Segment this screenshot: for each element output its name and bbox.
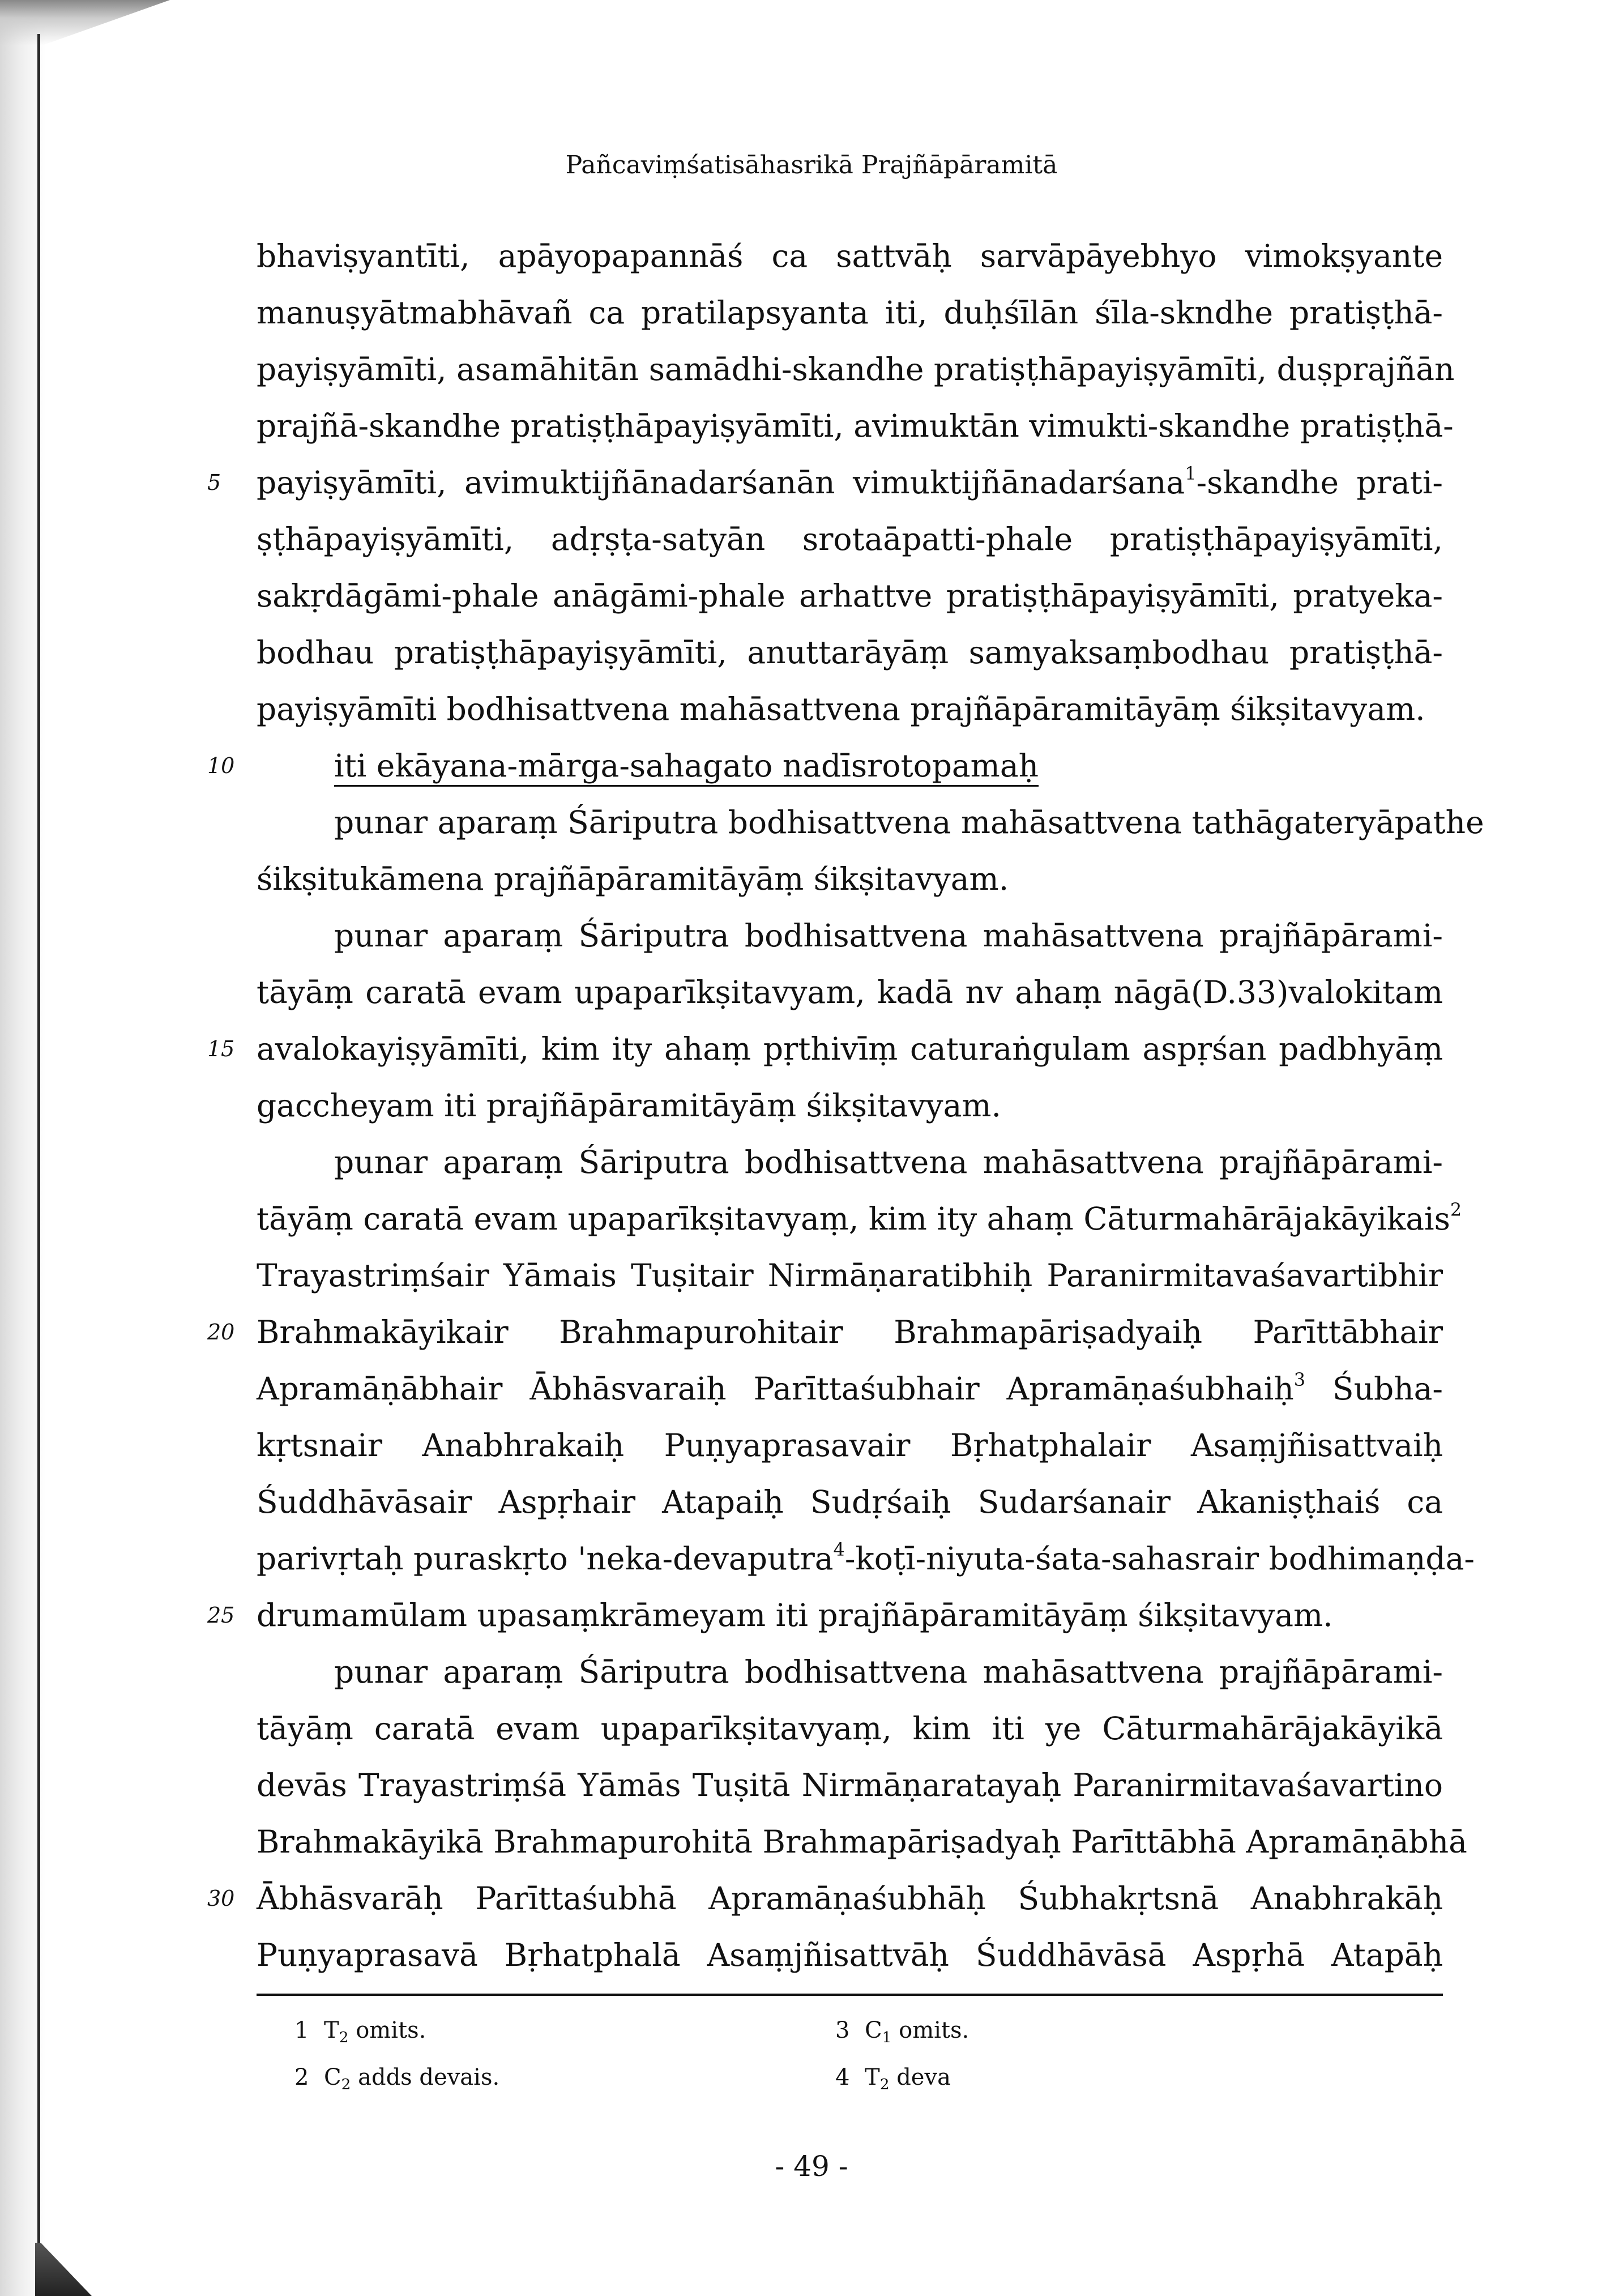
text-line-25: drumamūlam upasaṃkrāmeyam iti prajñāpāramitāyāṃ śikṣitavyam. bbox=[257, 1597, 1333, 1633]
footnote-4-number: 4 bbox=[835, 2064, 850, 2090]
text-line-13: punar aparaṃ Śāriputra bodhisattvena mahāsattvena prajñāpārami- bbox=[334, 917, 1443, 954]
text-line-12: śikṣitukāmena prajñāpāramitāyāṃ śikṣitavyam. bbox=[257, 861, 1009, 897]
footnote-1 bbox=[294, 2013, 426, 2047]
footnote-3-number: 3 bbox=[835, 2017, 850, 2043]
section-heading-text: iti ekāyana-mārga-sahagato nadīsrotopamaḥ bbox=[334, 748, 1039, 787]
text-line-26: punar aparaṃ Śāriputra bodhisattvena mahāsattvena prajñāpārami- bbox=[334, 1654, 1443, 1690]
text-line-23: Śuddhāvāsair Aspṛhair Atapaiḥ Sudṛśaiḥ Sudarśanair Akaniṣṭhaiś ca bbox=[257, 1484, 1443, 1520]
section-heading bbox=[334, 737, 1039, 794]
text-line-28: devās Trayastriṃśā Yāmās Tuṣitā Nirmāṇaratayaḥ Paranirmitavaśavartino bbox=[257, 1767, 1443, 1803]
text-line-4: prajñā-skandhe pratiṣṭhāpayiṣyāmīti, avimuktān vimukti-skandhe pratiṣṭhā- bbox=[257, 408, 1454, 444]
footnote-2-text: adds devais. bbox=[351, 2064, 500, 2090]
text-line-18-a: tāyāṃ caratā evam upaparīkṣitavyaṃ, kim ity ahaṃ Cāturmahārājakāyikais bbox=[257, 1201, 1450, 1237]
text-line-17: punar aparaṃ Śāriputra bodhisattvena mahāsattvena prajñāpārami- bbox=[334, 1144, 1443, 1180]
text-line-21 bbox=[257, 1360, 1443, 1417]
running-head: Pañcaviṃśatisāhasrikā Prajñāpāramitā bbox=[565, 151, 1058, 180]
text-line-2: manuṣyātmabhāvañ ca pratilapsyanta iti, duḥśīlān śīla-skndhe pratiṣṭhā- bbox=[257, 295, 1443, 331]
footnote-1-siglum: T bbox=[324, 2017, 339, 2043]
footnote-4-siglum: T bbox=[865, 2064, 880, 2090]
text-line-6: ṣṭhāpayiṣyāmīti, adṛṣṭa-satyān srotaāpatti-phale pratiṣṭhāpayiṣyāmīti, bbox=[257, 521, 1443, 557]
footnote-2 bbox=[294, 2060, 499, 2094]
footnote-4-subscript: 2 bbox=[879, 2075, 890, 2093]
text-line-31: Puṇyaprasavā Bṛhatphalā Asaṃjñisattvāḥ Śuddhāvāsā Aspṛhā Atapāḥ bbox=[257, 1937, 1443, 1973]
text-line-5-a: payiṣyāmīti, avimuktijñānadarśanān vimuktijñānadarśana bbox=[257, 464, 1185, 501]
text-line-5 bbox=[257, 454, 1443, 511]
line-number-10: 10 bbox=[207, 753, 235, 778]
text-line-20: Brahmakāyikair Brahmapurohitair Brahmapāriṣadyaiḥ Parīttābhair bbox=[257, 1314, 1443, 1350]
text-line-7: sakṛdāgāmi-phale anāgāmi-phale arhattve pratiṣṭhāpayiṣyāmīti, pratyeka- bbox=[257, 578, 1443, 614]
text-line-19: Trayastriṃśair Yāmais Tuṣitair Nirmāṇaratibhiḥ Paranirmitavaśavartibhir bbox=[257, 1257, 1443, 1294]
text-line-24-b: -koṭī-niyuta-śata-sahasrair bodhimaṇḍa- bbox=[844, 1540, 1475, 1577]
footnote-ref-4: 4 bbox=[833, 1539, 845, 1561]
footnote-3 bbox=[835, 2013, 969, 2047]
line-number-20: 20 bbox=[207, 1320, 235, 1345]
line-number-25: 25 bbox=[207, 1603, 235, 1628]
footnote-ref-1: 1 bbox=[1185, 463, 1197, 485]
text-line-8: bodhau pratiṣṭhāpayiṣyāmīti, anuttarāyāṃ samyaksaṃbodhau pratiṣṭhā- bbox=[257, 634, 1443, 671]
footnote-3-text: omits. bbox=[891, 2017, 969, 2043]
footnote-2-siglum: C bbox=[324, 2064, 341, 2090]
text-line-24-a: parivṛtaḥ puraskṛto 'neka-devaputra bbox=[257, 1540, 834, 1577]
footnote-2-number: 2 bbox=[294, 2064, 309, 2090]
binding-foot bbox=[35, 2243, 92, 2296]
text-line-22: kṛtsnair Anabhrakaiḥ Puṇyaprasavair Bṛhatphalair Asaṃjñisattvaiḥ bbox=[257, 1427, 1443, 1463]
page-number: - 49 - bbox=[775, 2150, 848, 2183]
text-line-18 bbox=[257, 1190, 1462, 1247]
text-line-24 bbox=[257, 1530, 1475, 1587]
footnote-4-text: deva bbox=[889, 2064, 951, 2090]
text-line-21-a: Apramāṇābhair Ābhāsvaraiḥ Parīttaśubhair Apramāṇaśubhaiḥ bbox=[257, 1371, 1294, 1407]
line-number-30: 30 bbox=[207, 1886, 235, 1911]
text-line-16: gaccheyam iti prajñāpāramitāyāṃ śikṣitavyam. bbox=[257, 1087, 1002, 1124]
text-line-21-b: Śubha- bbox=[1305, 1371, 1443, 1407]
footnote-ref-3: 3 bbox=[1293, 1369, 1306, 1391]
text-line-15: avalokayiṣyāmīti, kim ity ahaṃ pṛthivīṃ caturaṅgulam aspṛśan padbhyāṃ bbox=[257, 1031, 1443, 1067]
text-line-9: payiṣyāmīti bodhisattvena mahāsattvena prajñāpāramitāyāṃ śikṣitavyam. bbox=[257, 691, 1425, 727]
footnote-4 bbox=[835, 2060, 951, 2094]
footnote-1-subscript: 2 bbox=[339, 2028, 349, 2046]
text-line-27: tāyāṃ caratā evam upaparīkṣitavyaṃ, kim iti ye Cāturmahārājakāyikā bbox=[257, 1710, 1443, 1747]
text-line-1: bhaviṣyantīti, apāyopapannāś ca sattvāḥ sarvāpāyebhyo vimokṣyante bbox=[257, 238, 1443, 274]
footnote-ref-2: 2 bbox=[1450, 1199, 1462, 1221]
text-line-5-b: -skandhe prati- bbox=[1196, 464, 1443, 501]
footnote-3-siglum: C bbox=[865, 2017, 882, 2043]
text-line-30: Ābhāsvarāḥ Parīttaśubhā Apramāṇaśubhāḥ Śubhakṛtsnā Anabhrakāḥ bbox=[257, 1880, 1443, 1917]
line-number-5: 5 bbox=[207, 470, 221, 495]
footnote-3-subscript: 1 bbox=[882, 2028, 892, 2046]
footnote-2-subscript: 2 bbox=[341, 2075, 351, 2093]
line-number-15: 15 bbox=[207, 1036, 235, 1061]
binding-corner bbox=[0, 0, 170, 45]
footnote-1-number: 1 bbox=[294, 2017, 309, 2043]
binding-edge bbox=[37, 34, 40, 2288]
text-line-29: Brahmakāyikā Brahmapurohitā Brahmapāriṣadyaḥ Parīttābhā Apramāṇābhā bbox=[257, 1824, 1467, 1860]
footnote-1-text: omits. bbox=[348, 2017, 426, 2043]
text-line-3: payiṣyāmīti, asamāhitān samādhi-skandhe pratiṣṭhāpayiṣyāmīti, duṣprajñān bbox=[257, 351, 1455, 387]
text-line-14: tāyāṃ caratā evam upaparīkṣitavyam, kadā nv ahaṃ nāgā(D.33)valokitam bbox=[257, 974, 1443, 1010]
text-line-11: punar aparaṃ Śāriputra bodhisattvena mahāsattvena tathāgateryāpathe bbox=[334, 804, 1484, 840]
footnote-rule bbox=[257, 1994, 1443, 1996]
